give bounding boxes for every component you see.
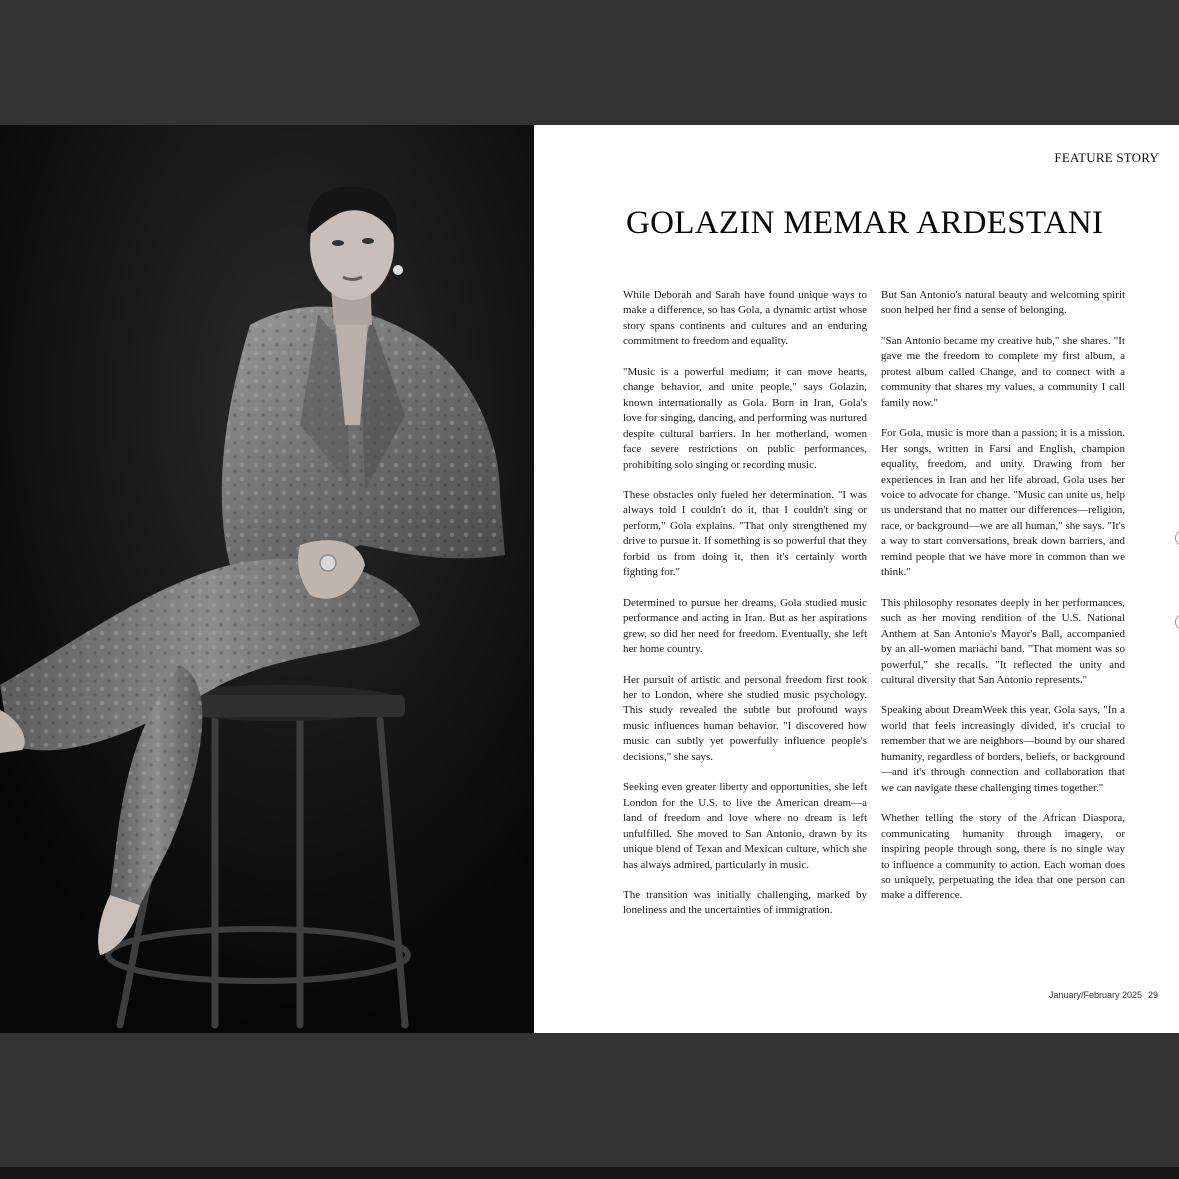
page-number: 29 <box>1147 990 1158 1000</box>
article-column-left <box>623 288 867 934</box>
paragraph: This philosophy resonates deeply in her performances, such as her moving rendition of the U.S. National Anthem at San Antonio's Mayor's Ball, accompanied by an all-women mariachi band. "That moment was so powerful," she recalls. "It reflected the unity and cultural diversity that San Antonio represents." <box>881 596 1125 686</box>
paragraph: The transition was initially challenging, marked by loneliness and the uncertainties of immigration. <box>623 888 867 917</box>
page-folio <box>1043 990 1158 1000</box>
viewer-bottom-bar <box>0 1167 1179 1179</box>
section-label: FEATURE STORY <box>1054 150 1159 165</box>
article-column-right <box>881 288 1125 919</box>
article-headline: GOLAZIN MEMAR ARDESTANI <box>626 205 1104 241</box>
paragraph: While Deborah and Sarah have found unique ways to make a difference, so has Gola, a dynamic artist whose story spans continents and cultures and an enduring commitment to freedom and equality. <box>623 289 867 348</box>
paragraph: Whether telling the story of the African Diaspora, communicating humanity through imagery, or inspiring people through song, there is no single way to influence a community to action. Each woman does so uniquely, perpetuating the idea that one person can make a difference. <box>881 812 1125 902</box>
magazine-spread <box>0 125 1179 1033</box>
paragraph: Determined to pursue her dreams, Gola studied music performance and acting in Iran. But as her aspirations grew, so did her need for freedom. Eventually, she left her home country. <box>623 596 867 656</box>
paragraph: "San Antonio became my creative hub," she shares. "It gave me the freedom to complete my first album, a protest album called Change, and to connect with a community that shares my values, a community I call family now." <box>881 334 1125 409</box>
paragraph: "Music is a powerful medium; it can move hearts, change behavior, and unite people," says Golazin, known internationally as Gola. Born in Iran, Gola's love for singing, dancing, and performing was nurtured despite cultural barriers. In her motherland, women face severe restrictions on public performances, prohibiting solo singing or recording music. <box>623 365 867 471</box>
paragraph: But San Antonio's natural beauty and welcoming spirit soon helped her find a sense of belonging. <box>881 289 1125 317</box>
carousel-arrow-icon[interactable] <box>1175 614 1179 630</box>
paragraph: For Gola, music is more than a passion; it is a mission. Her songs, written in Farsi and English, champion equality, freedom, and unity. Drawing from her experiences in Iran and her life abroad, Gola uses her voice to advocate for change. "Music can unite us, help us understand that no matter our differences—religion, race, or background—we are all human," she says. "It's a way to start conversations, break down barriers, and remind people that we have more in common than we think." <box>881 427 1125 579</box>
paragraph: Speaking about DreamWeek this year, Gola says, "In a world that feels increasingly divided, it's crucial to remember that we are neighbors—bound by our shared humanity, regardless of borders, beliefs, or background—and it's through connection and collaboration that we can navigate these challenging times together." <box>881 704 1125 794</box>
portrait-photo <box>0 125 534 1033</box>
issue-date: January/February 2025 <box>1048 990 1142 1000</box>
article-page <box>534 125 1179 1033</box>
carousel-arrow-icon[interactable] <box>1175 530 1179 546</box>
paragraph: Her pursuit of artistic and personal freedom first took her to London, where she studied music psychology. This study revealed the subtle but profound ways music influences human behavior. "I discovered how music can subtly yet powerfully influence people's decisions," she says. <box>623 673 867 763</box>
paragraph: These obstacles only fueled her determination. "I was always told I couldn't do it, that I couldn't sing or perform," Gola explains. "That only strengthened my drive to pursue it. If something is so powerful that they forbid us from doing it, then it's certainly worth fighting for." <box>623 488 867 579</box>
paragraph: Seeking even greater liberty and opportunities, she left London for the U.S. to live the American dream—a land of freedom and love where no dream is left unfulfilled. She moved to San Antonio, drawn by its unique blend of Texan and Mexican culture, which she has always admired, particularly in music. <box>623 781 867 871</box>
